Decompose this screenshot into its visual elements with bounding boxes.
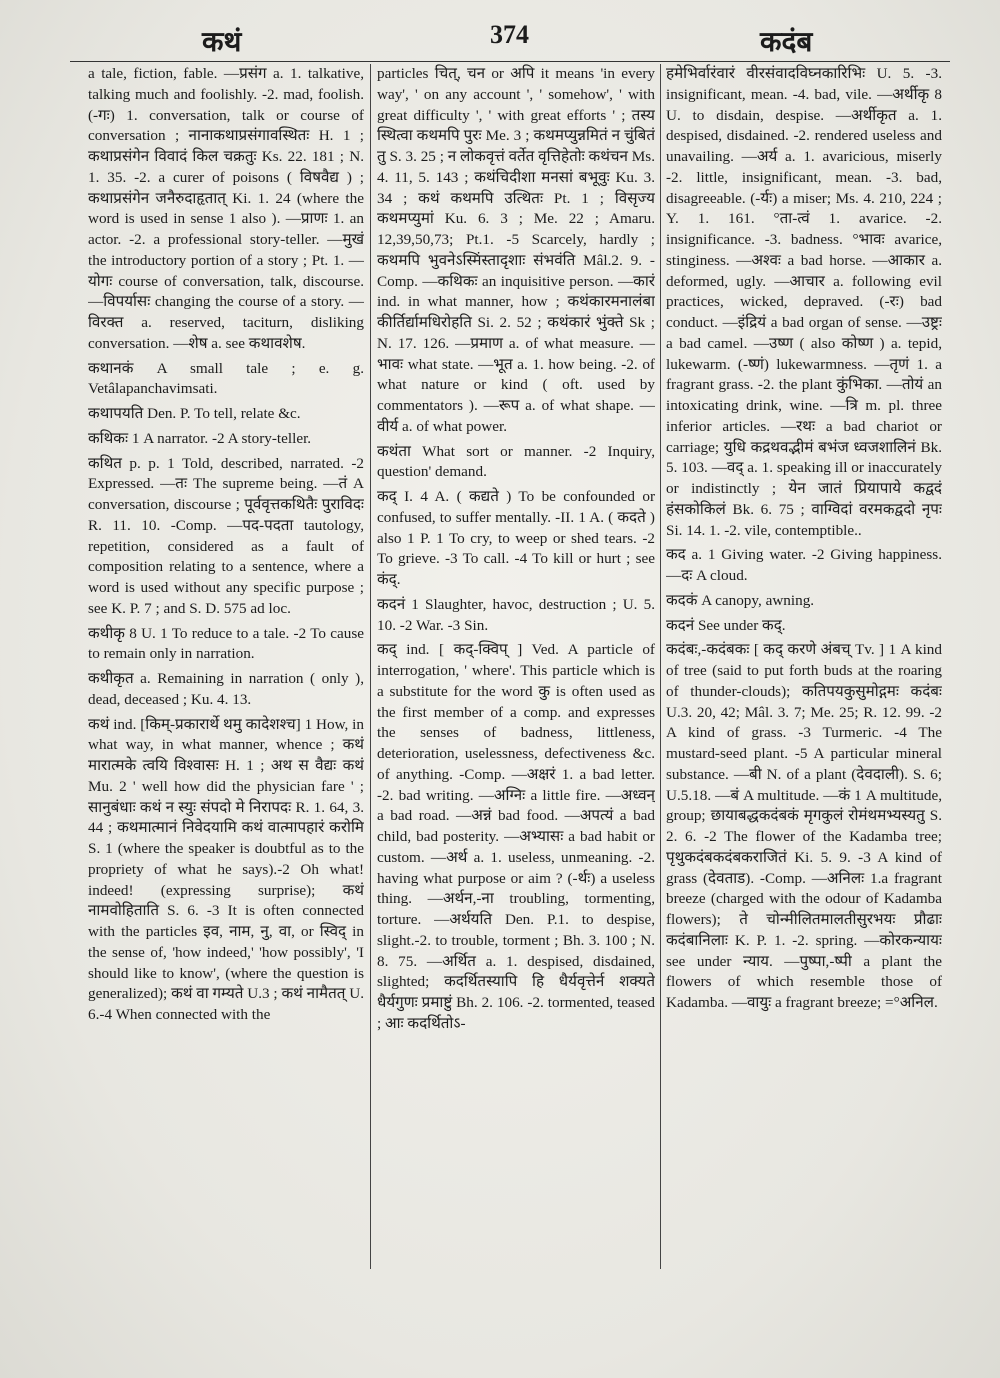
entry [88, 624, 364, 666]
entry-text: कद a. 1 Giving water. -2 Giving happiness. —दः A cloud. [666, 546, 942, 584]
entry-text: कथानकं A small tale ; e. g. Vetâlapanchavimsati. [88, 359, 364, 398]
entry [666, 591, 942, 612]
page-number: 374 [490, 20, 529, 49]
entry-text: कथित p. p. 1 Told, described, narrated. -2 Expressed. —तः The supreme being. —तं A conversation, discourse ; पूर्ववृत्तकथितैः पुराविदः R. 11. 10. -Comp. —पद-पदता tautology, repetition, considered as a fault of composition relating to a sentence, where a word is used without any specific purpose ; see K. P. 7 ; and S. D. 575 ad loc. [88, 454, 364, 617]
entry-text: particles चित्, चन or अपि it means 'in every way', ' on any account ', ' somehow', ' with great difficulty ', ' with great efforts ' ; तस्य स्थित्वा कथमपि पुरः Me. 3 ; कथमप्युन्नमितं न चुंबितं तु S. 3. 25 ; न लोकवृत्तं वर्तेत वृत्तिहेतोः कथंचन Ms. 4. 11, 5. 143 ; कथंचिदीशा मनसां बभूवुः Ku. 3. 34 ; कथं कथमपि उत्थितः Pt. 1 ; विसृज्य कथमप्युमां Ku. 6. 3 ; Me. 22 ; Amaru. 12,39,50,73; Pt.1. -5 Scarcely, hardly ; कथमपि भुवनेऽस्मिंस्तादृशाः संभवंति Mâl.2. 9. -Comp. —कथिकः an inquisitive person. —कारं ind. in what manner, how ; कथंकारमनालंबा कीर्तिर्द्यामधिरोहति Si. 2. 52 ; कथंकारं भुंक्ते Sk ; N. 17. 126. —प्रमाण a. of what measure. —भावः what state. —भूत a. 1. how being. -2. of what nature or kind ( oft. used by commentators ). —रूप a. of what shape. —वीर्य a. of what power. [377, 65, 655, 435]
entry-text: कद् ind. [ कद्-क्विप् ] Ved. A particle of interrogation, ' where'. This particle which is a substitute for the word कु is often used as the first member of a comp. and expresses the senses of badness, littleness, deterioration, uselessness, defectiveness &c. of anything. -Comp. —अक्षरं 1. a bad letter. -2. bad writing. —अग्निः a little fire. —अध्वन् a bad road. —अन्नं bad food. —अपत्यं a bad child, bad posterity. —अभ्यासः a bad habit or custom. —अर्थ a. 1. useless, unmeaning. -2. having what purpose or aim ? (-र्थः) a useless thing. —अर्थन,-ना troubling, tormenting, torture. —अर्थयति Den. P.1. to despise, slight.-2. to trouble, torment ; Bh. 3. 100 ; N. 8. 75. —अर्थित a. 1. despised, disdained, slighted; कदर्थितस्यापि हि धैर्यवृत्तेर्न शक्यते धैर्यगुणः प्रमाष्टुं Bh. 2. 106. -2. tormented, teased ; आः कदर्थितोऽ- [377, 641, 655, 1032]
entry [377, 487, 655, 591]
header-rule [70, 61, 950, 62]
entry [88, 669, 364, 711]
entry-text: कदनं See under कद्. [666, 616, 786, 634]
page-header [70, 14, 950, 58]
column-right [666, 64, 942, 1264]
entry [377, 640, 655, 1034]
entry [377, 595, 655, 637]
entry-text: कथिकः 1 A narrator. -2 A story-teller. [88, 429, 312, 447]
entry [88, 429, 364, 450]
column-middle [377, 64, 655, 1264]
entry [377, 442, 655, 484]
entry-text: कदनं 1 Slaughter, havoc, destruction ; U. 5. 10. -2 War. -3 Sin. [377, 595, 655, 634]
right-running-headword: कदंब [760, 27, 813, 58]
entry [88, 359, 364, 401]
entry [666, 64, 942, 541]
entry [88, 715, 364, 1026]
entry-text: कदंबः,-कदंबकः [ कद् करणे अंबच् Tv. ] 1 A kind of tree (said to put forth buds at the roaring of thunder-clouds); कतिपयकुसुमोद्गमः कदंबः U.3. 20, 42; Mâl. 3. 7; Me. 25; R. 12. 99. -2 A kind of grass. -3 Turmeric. -4 The mustard-seed plant. -5 A particular mineral substance. —बी N. of a plant (देवदाली). S. 6; U.5.18. —बं A multitude. —कं 1 A multitude, group; छायाबद्धकदंबकं मृगकुलं रोमंथमभ्यस्यतु S. 2. 6. -2 The flower of the Kadamba tree; पृथुकदंबकदंबकराजितं Ki. 5. 9. -3 A kind of grass (देवताड). -Comp. —अनिलः 1.a fragrant breeze (charged with the odour of Kadamba flowers); ते चोन्मीलितमालतीसुरभयः प्रौढाः कदंबानिलाः K. P. 1. -2. spring. —कोरकन्यायः see under न्याय. —पुष्पा,-ष्पी a plant the flowers of which resemble those of Kadamba. —वायुः a fragrant breeze; =°अनिल. [666, 641, 942, 1011]
column-divider [660, 64, 661, 1269]
entry-text: कथीकृत a. Remaining in narration ( only ), dead, deceased ; Ku. 4. 13. [88, 670, 364, 708]
entry-text: कद् I. 4 A. ( कद्यते ) To be confounded or confused, to suffer mentally. -II. 1 A. ( कदते ) also 1 P. 1 To cry, to weep or shed tears. -2 To grieve. -3 To call. -4 To kill or hurt ; see कंद्. [377, 488, 655, 588]
entry-text: कथीकृ 8 U. 1 To reduce to a tale. -2 To cause to remain only in narration. [88, 624, 364, 663]
entry-text: कथंता What sort or manner. -2 Inquiry, question' demand. [377, 442, 655, 481]
entry [88, 64, 364, 355]
entry-text: a tale, fiction, fable. —प्रसंग a. 1. talkative, talking much and foolishly. -2. mad, foolish. (-गः) 1. conversation, talk or course of conversation ; नानाकथाप्रसंगावस्थितः H. 1 ; कथाप्रसंगेन विवादं किल चक्रतुः Ks. 22. 181 ; N. 1. 35. -2. a curer of poisons ( विषवैद्य ) ; कथाप्रसंगेन जनैरुदाहृतात् Ki. 1. 24 (where the word is used in sense 1 also ). —प्राणः 1. an actor. -2. a professional story-teller. —मुखं the introductory portion of a story ; Pt. 1. —योगः course of conversation, talk, discourse. —विपर्यासः changing the course of a story. —विरक्त a. reserved, taciturn, disliking conversation. —शेष a. see कथावशेष. [88, 65, 364, 352]
entry-text: कथापयति Den. P. To tell, relate &c. [88, 405, 301, 422]
entry-text: कथं ind. [किम्-प्रकारार्थे थमु कादेशश्च] 1 How, in what way, in what manner, whence ; कथं मारात्मके त्वयि विश्वासः H. 1 ; अथ स वैद्यः कथं Mu. 2 ' well how did the physician fare ' ; सानुबंधाः कथं न स्युः संपदो मे निरापदः R. 1. 64, 3. 44 ; कथमात्मानं निवेदयामि कथं वात्मापहारं करोमि S. 1 (where the speaker is doubtful as to the propriety of what he says).-2 Oh what! indeed! (expressing surprise); कथं नामवोहिताति S. 6. -3 It is often connected with the particles इव, नाम, नु, वा, or स्विद् in the sense of, 'how indeed,' 'how possibly', 'I should like to know', (where the question is generalized); कथं वा गम्यते U.3 ; कथं नामैतत् U. 6.-4 When connected with the [88, 715, 364, 1023]
column-divider [370, 64, 371, 1269]
entry [88, 454, 364, 620]
entry [377, 64, 655, 438]
entry [88, 404, 364, 425]
column-left [88, 64, 364, 1264]
left-running-headword: कथं [202, 27, 242, 58]
entry [666, 640, 942, 1014]
entry [666, 545, 942, 587]
entry-text: हमेभिर्वारंवारं वीरसंवादविघ्नकारिभिः U. 5. -3. insignificant, mean. -4. bad, vile. —अर्थीकृ 8 U. to disdain, despise. —अर्थीकृत a. 1. despised, disdained. -2. rendered useless and unavailing. —अर्य a. 1. avaricious, miserly -2. little, insignificant, mean. -3. bad, disagreeable. (-र्यः) a miser; Ms. 4. 210, 224 ; Y. 1. 161. °ता-त्वं 1. avarice. -2. insignificance. -3. badness. °भावः avarice, stinginess. —अश्वः a bad horse. —आकार a. deformed, ugly. —आचार a. following evil practices, wicked, depraved. (-रः) bad conduct. —इंद्रियं a bad organ of sense. —उष्ट्रः a bad camel. —उष्ण ( also कोष्ण ) a. tepid, lukewarm. (-ष्णं) lukewarmness. —तृणं 1. a fragrant grass. -2. the plant कुंभिका. —तोयं an intoxicating drink, wine. —त्रि m. pl. three inferior articles. —रथः a bad chariot or carriage; युधि कद्रथवद्भीमं बभंज ध्वजशालिनं Bk. 5. 103. —वद् a. 1. speaking ill or inaccurately or indistinctly ; येन जातं प्रियापाये कद्वदं हंसकोकिलं Bk. 6. 75 ; वाग्विदां वरमकद्वदो नृपः Si. 14. 1. -2. vile, contemptible.. [666, 65, 942, 539]
entry [666, 616, 942, 637]
entry-text: कदकं A canopy, awning. [666, 591, 815, 609]
